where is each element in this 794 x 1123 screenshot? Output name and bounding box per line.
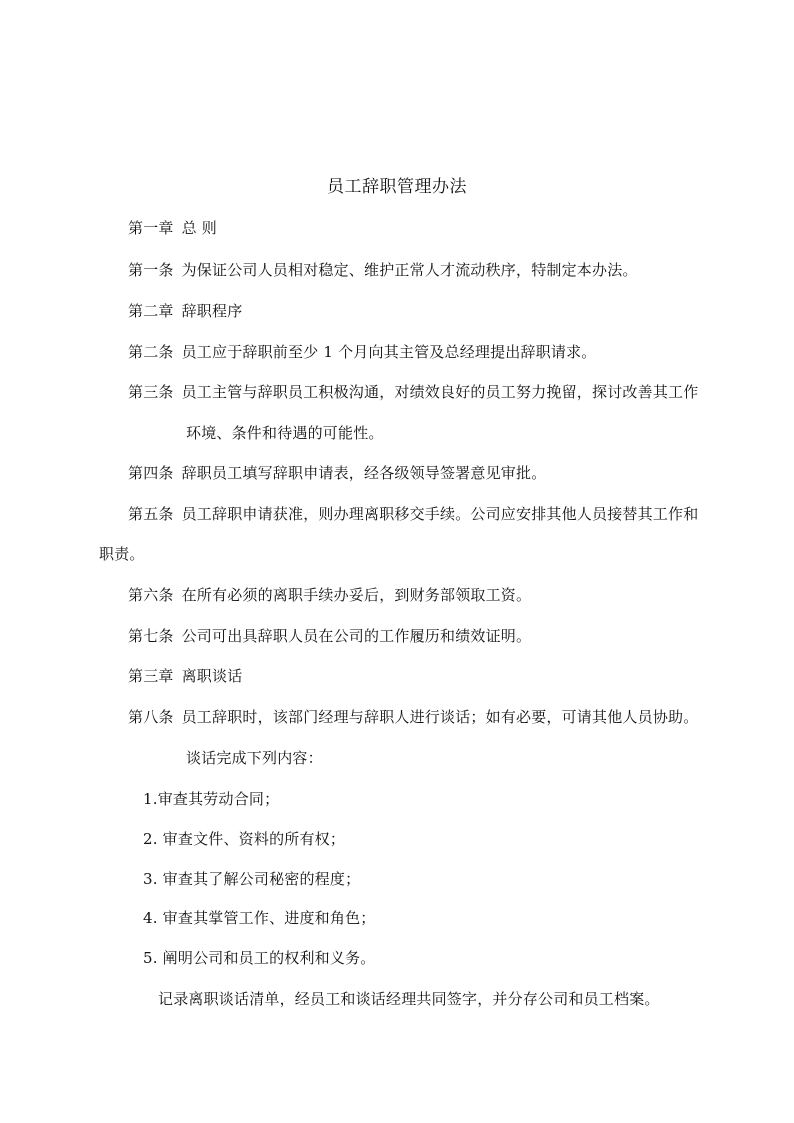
article-text: 员工辞职申请获准，则办理离职移交手续。公司应安排其他人员接替其工作和 (181, 505, 699, 523)
chapter-2-heading (128, 301, 242, 321)
article-5 (128, 504, 698, 524)
article-label: 第四条 (128, 464, 174, 482)
article-5-continuation (99, 544, 145, 564)
chapter-label: 第一章 (128, 219, 174, 237)
article-text: 员工应于辞职前至少 1 个月向其主管及总经理提出辞职请求。 (181, 343, 597, 361)
article-label: 第五条 (128, 505, 174, 523)
article-2 (128, 342, 597, 362)
article-text: 职责。 (99, 545, 145, 563)
list-item-text: 1.审查其劳动合同； (143, 790, 280, 808)
article-8 (128, 707, 698, 727)
article-3 (128, 382, 698, 402)
article-text: 员工辞职时，该部门经理与辞职人进行谈话；如有必要，可请其他人员协助。 (181, 708, 699, 726)
article-4 (128, 463, 546, 483)
article-text: 为保证公司人员相对稳定、维护正常人才流动秩序，特制定本办法。 (181, 261, 638, 279)
chapter-3-heading (128, 666, 242, 686)
article-7 (128, 626, 531, 646)
article-text: 员工主管与辞职员工积极沟通，对绩效良好的员工努力挽留，探讨改善其工作 (181, 383, 699, 401)
list-item (143, 948, 375, 968)
closing-text: 记录离职谈话清单，经员工和谈话经理共同签字，并分存公司和员工档案。 (158, 990, 660, 1008)
article-label: 第八条 (128, 708, 174, 726)
chapter-text: 总 则 (181, 219, 217, 237)
chapter-label: 第二章 (128, 302, 174, 320)
list-item-text: 2. 审查文件、资料的所有权； (143, 830, 346, 848)
chapter-text: 辞职程序 (181, 302, 243, 320)
chapter-text: 离职谈话 (181, 667, 243, 685)
chapter-label: 第三章 (128, 667, 174, 685)
article-6 (128, 585, 531, 605)
article-label: 第六条 (128, 586, 174, 604)
list-item (143, 908, 375, 928)
article-label: 第三条 (128, 383, 174, 401)
chapter-1-heading (128, 218, 217, 238)
article-1 (128, 260, 638, 280)
interview-intro-text: 谈话完成下列内容： (186, 749, 323, 767)
article-label: 第二条 (128, 343, 174, 361)
closing-paragraph (158, 989, 660, 1009)
article-label: 第一条 (128, 261, 174, 279)
interview-intro (186, 748, 323, 768)
list-item (143, 869, 360, 889)
list-item (143, 789, 279, 809)
article-3-continuation (186, 423, 384, 443)
list-item-text: 3. 审查其了解公司秘密的程度； (143, 870, 361, 888)
list-item-text: 4. 审查其掌管工作、进度和角色； (143, 909, 376, 927)
article-label: 第七条 (128, 627, 174, 645)
list-item-text: 5. 阐明公司和员工的权利和义务。 (143, 949, 376, 967)
article-text: 在所有必须的离职手续办妥后，到财务部领取工资。 (181, 586, 532, 604)
article-text: 环境、条件和待遇的可能性。 (186, 424, 384, 442)
article-text: 公司可出具辞职人员在公司的工作履历和绩效证明。 (181, 627, 532, 645)
article-text: 辞职员工填写辞职申请表，经各级领导签署意见审批。 (181, 464, 547, 482)
list-item (143, 829, 345, 849)
document-title: 员工辞职管理办法 (327, 177, 467, 197)
